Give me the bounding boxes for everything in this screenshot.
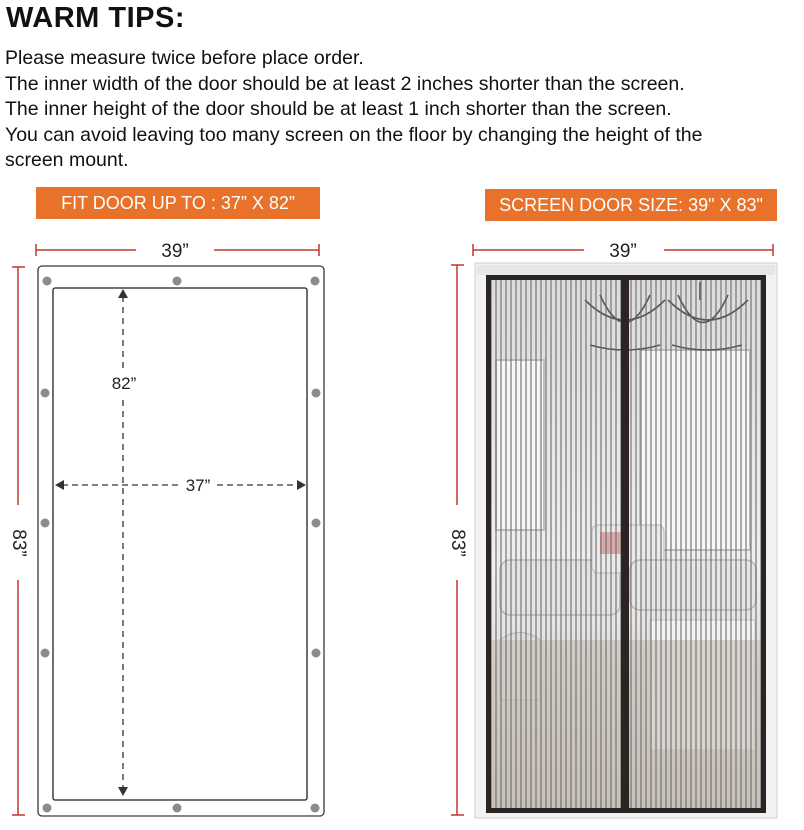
screen-door-photo <box>475 263 777 818</box>
mount-dot <box>41 389 50 398</box>
mount-dot <box>43 277 52 286</box>
mount-dot <box>41 649 50 658</box>
mount-dot <box>312 389 321 398</box>
right-width-label: 39” <box>609 241 637 262</box>
tip-line: The inner width of the door should be at least 2 inches shorter than the screen. <box>5 72 685 95</box>
mount-dot <box>43 804 52 813</box>
fit-door-banner: FIT DOOR UP TO : 37” X 82” <box>36 187 320 219</box>
inner-height-label: 82” <box>111 374 137 393</box>
screen-size-banner: SCREEN DOOR SIZE: 39" X 83" <box>485 189 777 221</box>
mount-dot <box>311 277 320 286</box>
mount-dot <box>173 804 182 813</box>
left-width-label: 39” <box>161 241 189 262</box>
mount-dot <box>312 649 321 658</box>
page-title: WARM TIPS: <box>6 2 185 34</box>
left-height-label: 83” <box>7 529 29 557</box>
tip-line: You can avoid leaving too many screen on the floor by changing the height of the <box>5 123 703 146</box>
tip-line: screen mount. <box>5 149 129 171</box>
door-opening <box>53 288 307 800</box>
mount-dot <box>41 519 50 528</box>
tip-line: The inner height of the door should be at least 1 inch shorter than the screen. <box>5 98 672 120</box>
tip-line: Please measure twice before place order. <box>5 47 364 69</box>
mount-dot <box>311 804 320 813</box>
mount-dot <box>173 277 182 286</box>
mount-dot <box>312 519 321 528</box>
inner-width-label: 37” <box>185 476 211 495</box>
right-height-label: 83” <box>446 529 468 557</box>
